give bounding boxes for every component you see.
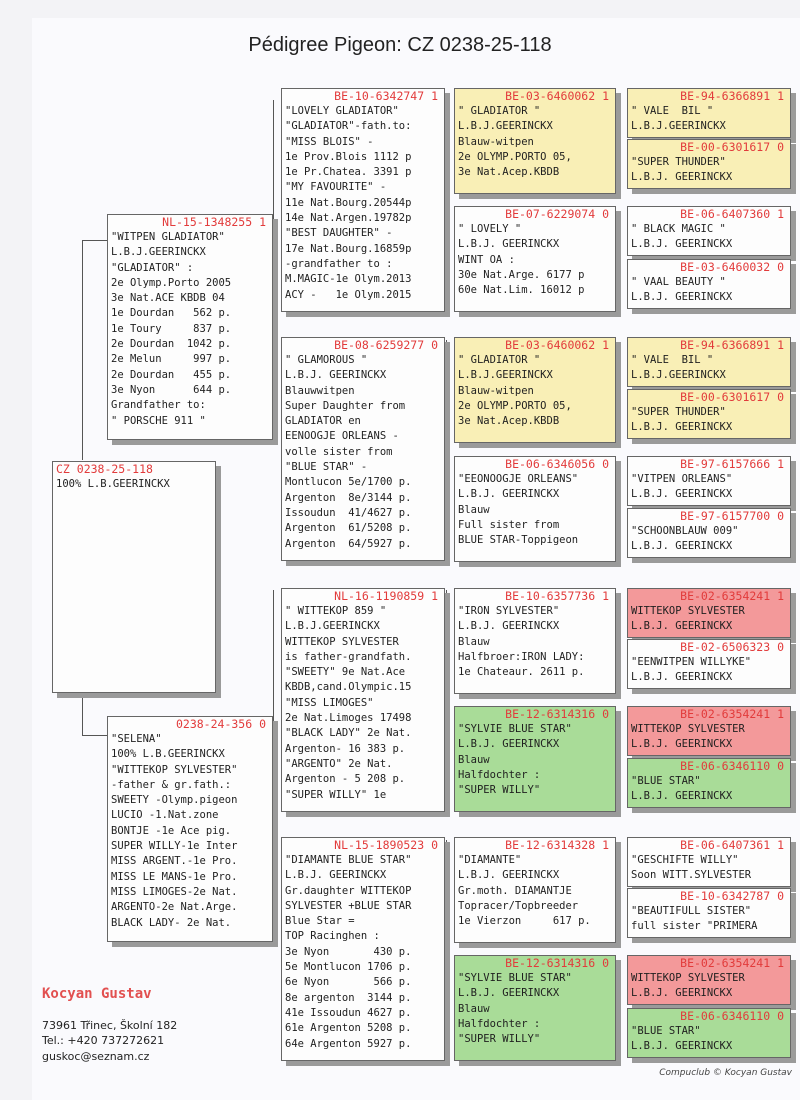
pedigree-line: 3e Nyon 644 p. [111,383,232,396]
pedigree-line: Blauw [458,635,490,648]
great-grandparent-card [454,206,616,312]
pedigree-line: 1e Pr.Chatea. 3391 p [285,166,412,179]
ring-number: BE-03-6460062 1 [505,338,609,352]
connector [273,590,274,840]
pedigree-line: 60e Nat.Lim. 16012 p [458,284,585,297]
pedigree-line: Blauw-witpen [458,384,534,397]
pedigree-line: Argenton 61/5208 p. [285,522,412,535]
pedigree-line: L.B.J. GEERINCKX [458,488,560,501]
dam-card [107,716,273,942]
great-grandparent-card [454,456,616,562]
connector [446,590,447,710]
great-grandparent-card [454,955,616,1061]
pedigree-line: 3e Nat.Acep.KBDB [458,166,560,179]
grandparent-card [281,337,445,561]
ring-number: BE-08-6259277 0 [334,338,438,352]
pedigree-line: "EENWITPEN WILLYKE" [631,656,752,668]
pedigree-line: Blauw-witpen [458,135,534,148]
pedigree-line: " PORSCHE 911 " [111,414,206,427]
pedigree-line: LUCIO -1.Nat.zone [111,809,219,822]
pedigree-line: "SUPER WILLY" [458,784,541,797]
pedigree-line: 2e OLYMP.PORTO 05, [458,150,572,163]
pedigree-line: "BLACK LADY" 2e Nat. [285,727,412,740]
ring-number: BE-06-6346110 0 [680,759,784,773]
pedigree-line: L.B.J. GEERINCKX [631,488,733,501]
pedigree-line: WITTEKOP SYLVESTER [631,723,745,735]
pedigree-line: " GLADIATOR " [458,354,541,366]
pedigree-line: "SYLVIE BLUE STAR" [458,723,572,735]
pedigree-line: L.B.J. GEERINCKX [631,540,733,553]
pedigree-line: 100% L.B.GEERINCKX [56,478,170,490]
pedigree-line: SWEETY -Olymp.pigeon [111,794,238,807]
pedigree-line: L.B.J. GEERINCKX [458,987,560,1000]
pedigree-line: L.B.J. GEERINCKX [631,738,733,751]
page-title: Pédigree Pigeon: CZ 0238-25-118 [248,34,552,56]
pedigree-line: 6e Nyon 566 p. [285,976,412,989]
breeder-address: 73961 Třinec, Školní 182 [42,1019,178,1032]
pedigree-line: 100% L.B.GEERINCKX [111,748,225,761]
pedigree-line: Blauw [458,503,490,516]
pedigree-line: " VALE BIL " [631,354,714,366]
pedigree-line: WITTEKOP SYLVESTER [631,605,745,617]
ring-number: BE-10-6342787 0 [680,889,784,903]
pedigree-line: " BLACK MAGIC " [631,223,726,235]
ancestor-card [627,639,791,689]
ring-number: BE-03-6460032 0 [680,260,784,274]
pedigree-line: "IRON SYLVESTER" [458,605,560,617]
pedigree-line: L.B.J. GEERINCKX [631,1040,733,1053]
pedigree-line: TOP Racinghen : [285,930,380,943]
pedigree-line: Halfdochter : [458,768,541,781]
breeder-email: guskoc@seznam.cz [42,1050,150,1063]
pedigree-line: "GLADIATOR" : [111,261,194,274]
pedigree-line: SYLVESTER +BLUE STAR [285,899,412,912]
ancestor-card [627,389,791,439]
ring-number: BE-02-6354241 1 [680,589,784,603]
breeder-phone: Tel.: +420 737272621 [42,1034,165,1047]
pedigree-line: BLACK LADY- 2e Nat. [111,916,232,929]
pedigree-line: " VALE BIL " [631,105,714,117]
pedigree-line: "DIAMANTE BLUE STAR" [285,854,412,866]
pedigree-line: "MISS BLOIS" - [285,135,374,148]
ancestor-card [627,888,791,938]
pedigree-line: 30e Nat.Arge. 6177 p [458,268,585,281]
pedigree-line: L.B.J.GEERINCKX [458,120,553,133]
ancestor-card [627,139,791,189]
pedigree-line: Blue Star = [285,915,355,928]
ring-number: BE-10-6357736 1 [505,589,609,603]
pedigree-line: "SUPER WILLY" [458,1033,541,1046]
ring-number: BE-07-6229074 0 [505,207,609,221]
pedigree-line: " WITTEKOP 859 " [285,605,387,617]
pedigree-line: "MY FAVOURITE" - [285,181,387,194]
great-grandparent-card [454,337,616,443]
ring-number: 0238-24-356 0 [175,717,266,731]
ancestor-card [627,837,791,887]
pedigree-line: BONTJE -1e Ace pig. [111,824,232,837]
ring-number: BE-02-6506323 0 [680,640,784,654]
pedigree-line: 1e Prov.Blois 1112 p [285,150,412,163]
ancestor-card [627,758,791,808]
subject-pigeon-card [52,461,216,693]
pedigree-line: Blauw [458,1002,490,1015]
pedigree-line: is father-grandfath. [285,650,412,663]
pedigree-line: 1e Vierzon 617 p. [458,915,591,928]
pedigree-line: "SELENA" [111,733,162,745]
connector [82,735,108,736]
breeder-name: Kocyan Gustav [42,986,152,1002]
ring-number: BE-06-6407361 1 [680,838,784,852]
pedigree-line: WITTEKOP SYLVESTER [631,972,745,984]
pedigree-line: " GLAMOROUS " [285,354,368,366]
grandparent-card [281,588,445,812]
pedigree-line: 2e Dourdan 1042 p. [111,338,232,351]
pedigree-line: MISS LIMOGES-2e Nat. [111,885,238,898]
pedigree-line: "LOVELY GLADIATOR" [285,105,399,117]
ancestor-card [627,337,791,387]
pedigree-line: L.B.J.GEERINCKX [285,620,380,633]
connector [446,110,447,210]
pedigree-line: Halfdochter : [458,1017,541,1030]
pedigree-line: L.B.J. GEERINCKX [631,671,733,684]
pedigree-line: 3e Nat.Acep.KBDB [458,415,560,428]
pedigree-line: volle sister from [285,445,393,458]
pedigree-line: 1e Toury 837 p. [111,322,232,335]
pedigree-line: Super Daughter from [285,399,406,412]
ring-number: BE-03-6460062 1 [505,89,609,103]
pedigree-line: 5e Montlucon 1706 p. [285,961,412,974]
pedigree-line: Argenton 64/5927 p. [285,537,412,550]
ring-number: BE-97-6157700 0 [680,509,784,523]
pedigree-line: " LOVELY " [458,223,522,235]
pedigree-line: "EEONOOGJE ORLEANS" [458,473,579,485]
pedigree-line: Grandfather to: [111,399,206,412]
ring-number: BE-12-6314328 1 [505,838,609,852]
footer-copyright: Compuclub © Kocyan Gustav [659,1068,792,1078]
pedigree-line: full sister "PRIMERA [631,920,758,933]
connector-sire [82,240,83,460]
great-grandparent-card [454,837,616,943]
pedigree-line: Blauw [458,753,490,766]
pedigree-line: "ARGENTO" 2e Nat. [285,757,393,770]
pedigree-line: 14e Nat.Argen.19782p [285,212,412,225]
pedigree-line: MISS LE MANS-1e Pro. [111,870,238,883]
ring-number: NL-15-1890523 0 [334,838,438,852]
ring-number: BE-10-6342747 1 [334,89,438,103]
pedigree-line: 64e Argenton 5927 p. [285,1037,412,1050]
pedigree-line: 2e Melun 997 p. [111,353,232,366]
pedigree-line: "SCHOONBLAUW 009" [631,525,739,537]
ring-number: BE-12-6314316 0 [505,956,609,970]
pedigree-line: Gr.moth. DIAMANTJE [458,884,572,897]
pedigree-line: 3e Nyon 430 p. [285,945,412,958]
pedigree-line: "BLUE STAR" [631,1025,701,1037]
great-grandparent-card [454,706,616,812]
pedigree-line: Full sister from [458,518,560,531]
pedigree-line: -grandfather to : [285,257,393,270]
pedigree-line: L.B.J.GEERINCKX [631,369,726,382]
pedigree-line: "MISS LIMOGES" [285,696,374,709]
ring-number: BE-94-6366891 1 [680,338,784,352]
pedigree-line: Topracer/Topbreeder [458,899,579,912]
ring-number: BE-06-6407360 1 [680,207,784,221]
ancestor-card [627,88,791,138]
pedigree-line: "GLADIATOR"-fath.to: [285,120,412,133]
pedigree-line: L.B.J. GEERINCKX [458,738,560,751]
ring-number: NL-15-1348255 1 [162,215,266,229]
pedigree-line: L.B.J. GEERINCKX [631,620,733,633]
pedigree-line: KBDB,cand.Olympic.15 [285,681,412,694]
pedigree-line: Argenton- 16 383 p. [285,742,406,755]
pedigree-line: ACY - 1e Olym.2015 [285,288,412,301]
pedigree-line: WITTEKOP SYLVESTER [285,635,399,648]
pedigree-line: Soon WITT.SYLVESTER [631,869,752,882]
pedigree-line: L.B.J. GEERINCKX [631,238,733,251]
pedigree-line: Argenton 8e/3144 p. [285,491,412,504]
pedigree-line: L.B.J.GEERINCKX [458,369,553,382]
pedigree-line: Argenton - 5 208 p. [285,773,406,786]
connector [446,840,447,960]
ring-number: BE-97-6157666 1 [680,457,784,471]
pedigree-line: "BLUE STAR" - [285,461,368,474]
grandparent-card [281,88,445,312]
pedigree-line: " VAAL BEAUTY " [631,276,726,288]
pedigree-line: "BLUE STAR" [631,775,701,787]
ancestor-card [627,456,791,506]
great-grandparent-card [454,88,616,194]
ring-number: CZ 0238-25-118 [56,462,153,476]
connector [273,100,274,340]
pedigree-line: 2e OLYMP.PORTO 05, [458,399,572,412]
pedigree-line: "WITTEKOP SYLVESTER" [111,763,238,776]
pedigree-line: SUPER WILLY-1e Inter [111,840,238,853]
pedigree-line: -father & gr.fath.: [111,778,232,791]
pedigree-line: Issoudun 41/4627 p. [285,506,412,519]
pedigree-line: "DIAMANTE" [458,854,522,866]
pedigree-line: ARGENTO-2e Nat.Arge. [111,901,238,914]
great-grandparent-card [454,588,616,694]
ring-number: BE-06-6346110 0 [680,1009,784,1023]
pedigree-line: 2e Dourdan 455 p. [111,368,232,381]
ring-number: BE-06-6346056 0 [505,457,609,471]
pedigree-line: 1e Chateaur. 2611 p. [458,666,585,679]
sire-card [107,214,273,440]
pedigree-line: "VITPEN ORLEANS" [631,473,733,485]
pedigree-line: BLUE STAR-Toppigeon [458,534,579,547]
ring-number: BE-00-6301617 0 [680,390,784,404]
pedigree-line: L.B.J. GEERINCKX [458,869,560,882]
pedigree-line: L.B.J.GEERINCKX [631,120,726,133]
pedigree-line: Gr.daughter WITTEKOP [285,884,412,897]
ring-number: NL-16-1190859 1 [334,589,438,603]
pedigree-line: 61e Argenton 5208 p. [285,1022,412,1035]
pedigree-line: L.B.J. GEERINCKX [631,987,733,1000]
ancestor-card [627,508,791,558]
pedigree-line: "SUPER WILLY" 1e [285,788,387,801]
pedigree-line: 2e Olymp.Porto 2005 [111,276,232,289]
ancestor-card [627,706,791,756]
ancestor-card [627,955,791,1005]
pedigree-line: "SYLVIE BLUE STAR" [458,972,572,984]
pedigree-line: 17e Nat.Bourg.16859p [285,242,412,255]
pedigree-line: L.B.J. GEERINCKX [631,291,733,304]
pedigree-line: "WITPEN GLADIATOR" [111,231,225,243]
pedigree-line: EENOOGJE ORLEANS - [285,430,399,443]
pedigree-line: "SWEETY" 9e Nat.Ace [285,666,406,679]
pedigree-line: 1e Dourdan 562 p. [111,307,232,320]
pedigree-line: WINT OA : [458,253,515,266]
ring-number: BE-02-6354241 1 [680,956,784,970]
connector [446,340,447,460]
pedigree-line: L.B.J. GEERINCKX [631,790,733,803]
pedigree-line: 2e Nat.Limoges 17498 [285,712,412,725]
ring-number: BE-02-6354241 1 [680,707,784,721]
pedigree-line: M.MAGIC-1e Olym.2013 [285,273,412,286]
grandparent-card [281,837,445,1061]
pedigree-line: L.B.J. GEERINCKX [285,869,387,882]
ancestor-card [627,588,791,638]
pedigree-line: 3e Nat.ACE KBDB 04 [111,292,225,305]
pedigree-line: L.B.J. GEERINCKX [458,238,560,251]
pedigree-line: L.B.J. GEERINCKX [458,620,560,633]
pedigree-line: L.B.J. GEERINCKX [631,421,733,434]
pedigree-line: "GESCHIFTE WILLY" [631,854,739,866]
ring-number: BE-00-6301617 0 [680,140,784,154]
ring-number: BE-12-6314316 0 [505,707,609,721]
connector [82,240,108,241]
ancestor-card [627,259,791,309]
pedigree-line: GLADIATOR en [285,415,361,428]
pedigree-line: L.B.J.GEERINCKX [111,246,206,259]
pedigree-line: L.B.J. GEERINCKX [631,171,733,184]
pedigree-line: 8e argenton 3144 p. [285,991,412,1004]
pedigree-line: "BEST DAUGHTER" - [285,227,393,240]
ring-number: BE-94-6366891 1 [680,89,784,103]
pedigree-line: "BEAUTIFULL SISTER" [631,905,752,917]
pedigree-line: L.B.J. GEERINCKX [285,369,387,382]
pedigree-line: 41e Issoudun 4627 p. [285,1006,412,1019]
pedigree-line: " GLADIATOR " [458,105,541,117]
pedigree-line: Blauwwitpen [285,384,355,397]
pedigree-line: Halfbroer:IRON LADY: [458,650,585,663]
ancestor-card [627,206,791,256]
pedigree-line: "SUPER THUNDER" [631,156,726,168]
ancestor-card [627,1008,791,1058]
pedigree-line: MISS ARGENT.-1e Pro. [111,855,238,868]
pedigree-line: "SUPER THUNDER" [631,406,726,418]
pedigree-line: 11e Nat.Bourg.20544p [285,196,412,209]
pedigree-line: Montlucon 5e/1700 p. [285,476,412,489]
